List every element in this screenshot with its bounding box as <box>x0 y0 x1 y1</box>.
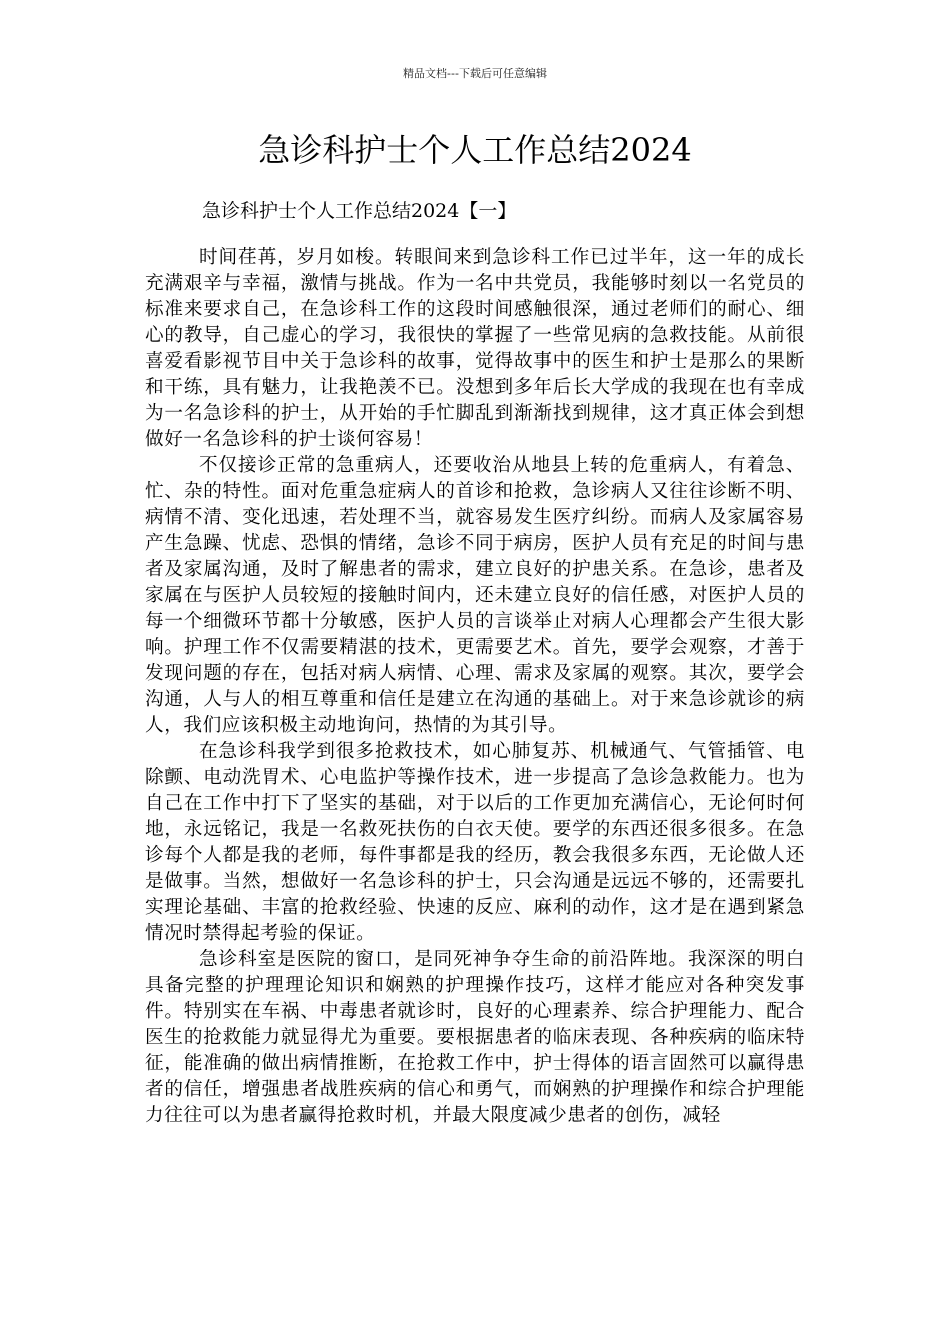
document-title: 急诊科护士个人工作总结2024 <box>258 131 692 169</box>
body-paragraph-1: 时间荏苒，岁月如梭。转眼间来到急诊科工作已过半年，这一年的成长充满艰辛与幸福，激情与挑战。作为一名中共党员，我能够时刻以一名党员的标准来要求自己，在急诊科工作的这段时间感触很深，通过老师们的耐心、细心的教导，自己虚心的学习，我很快的掌握了一些常见病的急救技能。从前很喜爱看影视节目中关于急诊科的故事，觉得故事中的医生和护士是那么的果断和干练，具有魅力，让我艳羡不已。没想到多年后长大学成的我现在也有幸成为一名急诊科的护士，从开始的手忙脚乱到渐渐找到规律，这才真正体会到想做好一名急诊科的护士谈何容易！ <box>145 247 805 450</box>
body-paragraph-2: 不仅接诊正常的急重病人，还要收治从地县上转的危重病人，有着急、忙、杂的特性。面对危重急症病人的首诊和抢救，急诊病人又往往诊断不明、病情不清、变化迅速，若处理不当，就容易发生医疗纠纷。而病人及家属容易产生急躁、忧虑、恐惧的情绪，急诊不同于病房，医护人员有充足的时间与患者及家属沟通，及时了解患者的需求，建立良好的护患关系。在急诊，患者及家属在与医护人员较短的接触时间内，还未建立良好的信任感，对医护人员的每一个细微环节都十分敏感，医护人员的言谈举止对病人心理都会产生很大影响。护理工作不仅需要精湛的技术，更需要艺术。首先，要学会观察，才善于发现问题的存在，包括对病人病情、心理、需求及家属的观察。其次，要学会沟通，人与人的相互尊重和信任是建立在沟通的基础上。对于来急诊就诊的病人，我们应该积极主动地询问，热情的为其引导。 <box>145 455 805 736</box>
body-paragraph-4: 急诊科室是医院的窗口，是同死神争夺生命的前沿阵地。我深深的明白具备完整的护理理论知识和娴熟的护理操作技巧，这样才能应对各种突发事件。特别实在车祸、中毒患者就诊时，良好的心理素养、综合护理能力、配合医生的抢救能力就显得尤为重要。要根据患者的临床表现、各种疾病的临床特征，能准确的做出病情推断，在抢救工作中，护士得体的语言固然可以赢得患者的信任，增强患者战胜疾病的信心和勇气，而娴熟的护理操作和综合护理能力往往可以为患者赢得抢救时机，并最大限度减少患者的创伤，减轻 <box>145 949 805 1126</box>
section-subtitle: 急诊科护士个人工作总结2024【一】 <box>202 200 517 222</box>
document-body <box>145 245 805 1129</box>
header-note: 精品文档---下载后可任意编辑 <box>403 67 547 80</box>
body-paragraph-3: 在急诊科我学到很多抢救技术，如心肺复苏、机械通气、气管插管、电除颤、电动洗胃术、心电监护等操作技术，进一步提高了急诊急救能力。也为自己在工作中打下了坚实的基础，对于以后的工作更加充满信心，无论何时何地，永远铭记，我是一名救死扶伤的白衣天使。要学的东西还很多很多。在急诊每个人都是我的老师，每件事都是我的经历，教会我很多东西，无论做人还是做事。当然，想做好一名急诊科的护士，只会沟通是远远不够的，还需要扎实理论基础、丰富的抢救经验、快速的反应、麻利的动作，这才是在遇到紧急情况时禁得起考验的保证。 <box>145 741 805 944</box>
